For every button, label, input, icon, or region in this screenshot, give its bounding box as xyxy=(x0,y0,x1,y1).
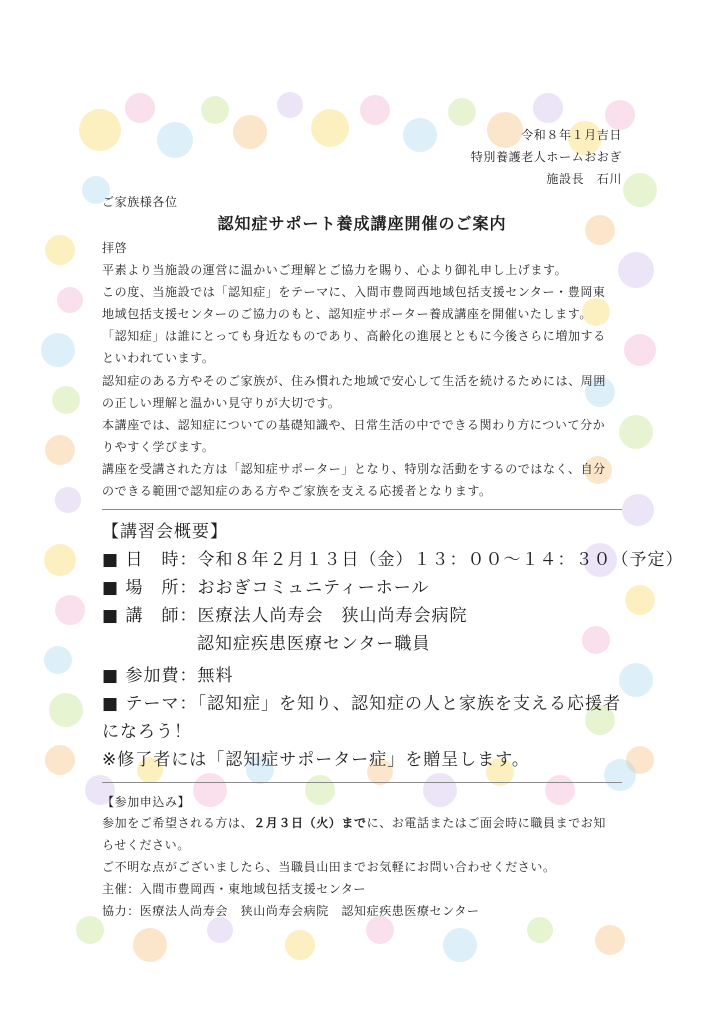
body-line: の正しい理解と温かい見守りが大切です。 xyxy=(102,395,341,410)
apply-line-2: らせください。 xyxy=(102,838,190,852)
overview-theme-cont: になろう！ xyxy=(102,722,192,742)
addressee: ご家族様各位 xyxy=(102,195,178,209)
date-line: 令和８年１月吉日 xyxy=(521,128,622,142)
overview-fee: ■ 参加費：無料 xyxy=(102,666,234,686)
greeting: 拝啓 xyxy=(102,241,128,255)
sender-name: 施設長 石川 xyxy=(546,172,622,186)
body-line: 地域包括支援センターのご協力のもと、認知症サポーター養成講座を開催いたします。 xyxy=(102,307,592,322)
divider-top xyxy=(102,509,622,510)
apply-line-1-pre: 参加をご希望される方は、 xyxy=(102,816,254,830)
overview-note: ※修了者には「認知症サポーター症」を贈呈します。 xyxy=(102,750,530,770)
apply-line-3: ご不明な点がございましたら、当職員山田までお気軽にお問い合わせください。 xyxy=(102,860,556,874)
overview-lecturer: ■ 講 師：医療法人尚寿会 狭山尚寿会病院 xyxy=(102,606,468,626)
body-line: 認知症のある方やそのご家族が、住み慣れた地域で安心して生活を続けるためには、周囲 xyxy=(102,373,607,388)
body-line: といわれています。 xyxy=(102,351,215,366)
divider-bottom xyxy=(102,782,622,783)
body-line: 本講座では、認知症についての基礎知識や、日常生活の中でできる関わり方について分か xyxy=(102,417,606,432)
overview-lecturer-detail: 認知症疾患医療センター職員 xyxy=(197,634,431,654)
overview-heading: 【講習会概要】 xyxy=(102,522,228,542)
host-line: 主催：入間市豊岡西・東地域包括支援センター xyxy=(102,882,367,896)
organization-name: 特別養護老人ホームおおぎ xyxy=(470,150,622,164)
body-line: 平素より当施設の運営に温かいご理解とご協力を賜り、心より御礼申し上げます。 xyxy=(102,263,568,277)
apply-heading: 【参加申込み】 xyxy=(102,795,191,809)
overview-date: ■ 日 時：令和８年２月１３日（金）１３：００〜１４：３０（予定） xyxy=(102,550,684,570)
apply-deadline: ２月３日（火）まで xyxy=(253,816,367,830)
body-line: のできる範囲で認知症のある方やご家族を支える応援者となります。 xyxy=(102,484,492,498)
body-line: 講座を受講された方は「認知症サポーター」となり、特別な活動をするのではなく、自分 xyxy=(102,461,606,476)
body-line: りやすく学びます。 xyxy=(102,439,215,454)
apply-line-1 xyxy=(102,814,606,831)
body-line: 「認知症」は誰にとっても身近なものであり、高齢化の進展とともに今後さらに増加する xyxy=(102,329,606,344)
body-line: この度、当施設では「認知症」をテーマに、入間市豊岡西地域包括支援センター・豊岡東 xyxy=(102,285,606,300)
page-title: 認知症サポート養成講座開催のご案内 xyxy=(217,214,507,233)
overview-theme: ■ テーマ：「認知症」を知り、認知症の人と家族を支える応援者 xyxy=(102,694,621,714)
apply-line-1-post: に、お電話またはご面会時に職員までお知 xyxy=(366,816,607,830)
cooperation-line: 協力：医療法人尚寿会 狭山尚寿会病院 認知症疾患医療センター xyxy=(102,904,480,918)
overview-place: ■ 場 所：おおぎコミュニティーホール xyxy=(102,578,430,598)
